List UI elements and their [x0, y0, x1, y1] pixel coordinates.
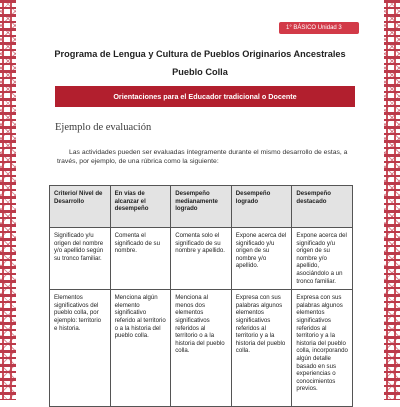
- table-row: [50, 290, 353, 407]
- header-level-2: Desempeño medianamente logrado: [171, 186, 232, 228]
- table-cell: Menciona algún elemento significativo referido al territorio o a la historia del pueblo colla.: [110, 290, 171, 407]
- table-row: [50, 228, 353, 290]
- decorative-border-left: [0, 0, 16, 400]
- table-cell: Expresa con sus palabras algunos elementos significativos referidos al territorio y a la historia del pueblo colla, incorporando algún detalle basado en sus experiencias o conocimientos previos.: [292, 290, 353, 407]
- header-level-1: En vías de alcanzar el desempeño: [110, 186, 171, 228]
- program-title: Programa de Lengua y Cultura de Pueblos Originarios Ancestrales: [54, 49, 346, 59]
- table-cell: Elementos significativos del pueblo colla, por ejemplo: territorio e historia.: [50, 290, 111, 407]
- table-cell: Expone acerca del significado y/u origen de su nombre y/o apellido, asociándolo a un tronco familiar.: [292, 228, 353, 290]
- table-header-row: [50, 186, 353, 228]
- header-level-3: Desempeño logrado: [231, 186, 292, 228]
- guidance-banner: Orientaciones para el Educador tradicional o Docente: [55, 86, 355, 107]
- unit-badge: 1° BÁSICO Unidad 3: [279, 22, 359, 34]
- header-level-4: Desempeño destacado: [292, 186, 353, 228]
- people-title: Pueblo Colla: [172, 67, 228, 77]
- table-cell: Expone acerca del significado y/u origen de su nombre y/o apellido.: [231, 228, 292, 290]
- table-cell: Expresa con sus palabras algunos elementos significativos referidos al territorio y a la historia del pueblo colla.: [231, 290, 292, 407]
- evaluation-rubric-table: [49, 185, 353, 407]
- intro-paragraph: Las actividades pueden ser evaluadas íntegramente durante el mismo desarrollo de estas, a través, por ejemplo, de una rúbrica como la siguiente:: [57, 149, 348, 165]
- section-heading: Ejemplo de evaluación: [55, 122, 152, 133]
- table-cell: Significado y/u origen del nombre y/o apellido según su tronco familiar.: [50, 228, 111, 290]
- header-criterion: Criterio/ Nivel de Desarrollo: [50, 186, 111, 228]
- table-cell: Comenta el significado de su nombre.: [110, 228, 171, 290]
- table-cell: Menciona al menos dos elementos significativos referidos al territorio o a la historia del pueblo colla.: [171, 290, 232, 407]
- decorative-border-right: [384, 0, 400, 400]
- table-cell: Comenta solo el significado de su nombre y apellido.: [171, 228, 232, 290]
